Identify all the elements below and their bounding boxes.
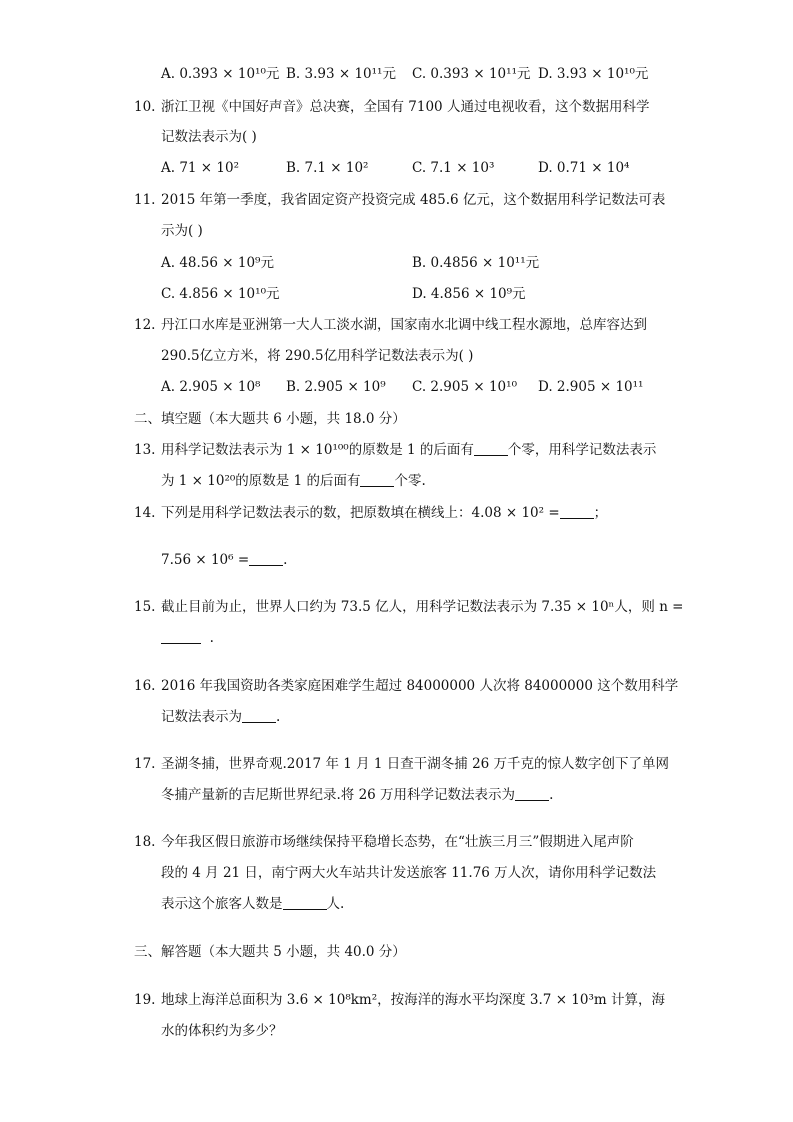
q16-number: 16. bbox=[134, 678, 156, 694]
q16-text-line1: 2016 年我国资助各类家庭困难学生超过 84000000 人次将 84000000 这个数用科学 bbox=[161, 678, 679, 694]
q10-option-b[interactable]: B. 7.1 × 10² bbox=[286, 160, 369, 176]
q12-option-d[interactable]: D. 2.905 × 10¹¹ bbox=[538, 379, 644, 395]
q12-text-line2: 290.5亿立方米，将 290.5亿用科学记数法表示为( ) bbox=[161, 348, 474, 364]
q10-text-line1: 浙江卫视《中国好声音》总决赛，全国有 7100 人通过电视收看，这个数据用科学 bbox=[161, 99, 650, 115]
q11-option-c[interactable]: C. 4.856 × 10¹⁰元 bbox=[161, 286, 280, 302]
q18-text-line2: 段的 4 月 21 日，南宁两大火车站共计发送旅客 11.76 万人次，请你用科学记数法 bbox=[161, 865, 657, 881]
q19-text-line1: 地球上海洋总面积为 3.6 × 10⁸km²，按海洋的海水平均深度 3.7 × 10³m 计算，海 bbox=[161, 992, 665, 1008]
q13-blank-2[interactable] bbox=[360, 472, 394, 487]
q14-number: 14. bbox=[134, 505, 156, 521]
q13-text-line2 bbox=[161, 471, 426, 491]
q17-line2-post: . bbox=[549, 787, 554, 803]
q16-line2-post: . bbox=[276, 709, 281, 725]
q12-option-c[interactable]: C. 2.905 × 10¹⁰ bbox=[412, 379, 517, 395]
q13-number: 13. bbox=[134, 442, 156, 458]
q13-line2-post: 个零. bbox=[394, 473, 426, 489]
q14-line2-pre: 7.56 × 10⁶ = bbox=[161, 552, 250, 568]
section-3-title: 三、解答题（本大题共 5 小题，共 40.0 分） bbox=[134, 944, 406, 960]
section-2-title: 二、填空题（本大题共 6 小题，共 18.0 分） bbox=[134, 411, 406, 427]
q11-option-b[interactable]: B. 0.4856 × 10¹¹元 bbox=[412, 255, 540, 271]
q13-blank-1[interactable] bbox=[474, 441, 508, 456]
q17-text-line2 bbox=[161, 785, 553, 805]
q10-number: 10. bbox=[134, 99, 156, 115]
q14-text-line1 bbox=[161, 503, 607, 523]
q9-option-a[interactable]: A. 0.393 × 10¹⁰元 bbox=[161, 66, 280, 82]
q15-text-line1: 截止目前为止，世界人口约为 73.5 亿人，用科学记数法表示为 7.35 × 10ⁿ人，则 n = bbox=[161, 599, 684, 615]
q15-text-line2 bbox=[161, 628, 214, 648]
q14-line2-post: . bbox=[283, 552, 288, 568]
q14-text-line2 bbox=[161, 550, 287, 570]
q15-number: 15. bbox=[134, 599, 156, 615]
q10-option-c[interactable]: C. 7.1 × 10³ bbox=[412, 160, 495, 176]
q13-line1-pre: 用科学记数法表示为 1 × 10¹⁰⁰的原数是 1 的后面有 bbox=[161, 442, 474, 458]
q16-text-line2 bbox=[161, 707, 280, 727]
q18-text-line1: 今年我区假日旅游市场继续保持平稳增长态势，在“壮族三月三”假期进入尾声阶 bbox=[161, 834, 634, 850]
q16-line2-pre: 记数法表示为 bbox=[161, 709, 242, 725]
q17-text-line1: 圣湖冬捕，世界奇观.2017 年 1 月 1 日查干湖冬捕 26 万千克的惊人数字创下了单网 bbox=[161, 756, 670, 772]
q18-blank[interactable] bbox=[283, 895, 327, 910]
q18-line3-pre: 表示这个旅客人数是 bbox=[161, 896, 283, 912]
q15-blank[interactable] bbox=[161, 629, 201, 644]
q14-line1-pre: 下列是用科学记数法表示的数，把原数填在横线上：4.08 × 10² = bbox=[161, 505, 560, 521]
q11-number: 11. bbox=[134, 192, 156, 208]
q12-text-line1: 丹江口水库是亚洲第一大人工淡水湖，国家南水北调中线工程水源地，总库容达到 bbox=[161, 317, 647, 333]
q17-line2-pre: 冬捕产量新的吉尼斯世界纪录.将 26 万用科学记数法表示为 bbox=[161, 787, 516, 803]
q17-blank[interactable] bbox=[515, 786, 549, 801]
q11-text-line1: 2015 年第一季度，我省固定资产投资完成 485.6 亿元，这个数据用科学记数法可表 bbox=[161, 192, 666, 208]
q19-text-line2: 水的体积约为多少？ bbox=[161, 1023, 283, 1039]
q18-number: 18. bbox=[134, 834, 156, 850]
q18-text-line3 bbox=[161, 894, 344, 914]
q12-option-a[interactable]: A. 2.905 × 10⁸ bbox=[161, 379, 261, 395]
q13-text-line1 bbox=[161, 440, 656, 460]
q14-blank-2[interactable] bbox=[249, 551, 283, 566]
q12-number: 12. bbox=[134, 317, 156, 333]
q15-line2-post: . bbox=[209, 630, 214, 646]
q13-line1-post: 个零，用科学记数法表示 bbox=[507, 442, 657, 458]
q17-number: 17. bbox=[134, 756, 156, 772]
q16-blank[interactable] bbox=[242, 708, 276, 723]
q10-option-d[interactable]: D. 0.71 × 10⁴ bbox=[538, 160, 630, 176]
q19-number: 19. bbox=[134, 992, 156, 1008]
q12-option-b[interactable]: B. 2.905 × 10⁹ bbox=[286, 379, 386, 395]
q9-option-b[interactable]: B. 3.93 × 10¹¹元 bbox=[286, 66, 396, 82]
q14-line1-post: ； bbox=[593, 505, 608, 521]
q18-line3-post: 人. bbox=[326, 896, 345, 912]
q10-option-a[interactable]: A. 71 × 10² bbox=[161, 160, 239, 176]
q14-blank-1[interactable] bbox=[560, 504, 594, 519]
q11-option-d[interactable]: D. 4.856 × 10⁹元 bbox=[412, 286, 526, 302]
q13-line2-pre: 为 1 × 10²⁰的原数是 1 的后面有 bbox=[161, 473, 361, 489]
q11-text-line2: 示为( ) bbox=[161, 223, 203, 239]
q10-text-line2: 记数法表示为( ) bbox=[161, 129, 257, 145]
q9-option-d[interactable]: D. 3.93 × 10¹⁰元 bbox=[538, 66, 649, 82]
q11-option-a[interactable]: A. 48.56 × 10⁹元 bbox=[161, 255, 274, 271]
q9-option-c[interactable]: C. 0.393 × 10¹¹元 bbox=[412, 66, 531, 82]
